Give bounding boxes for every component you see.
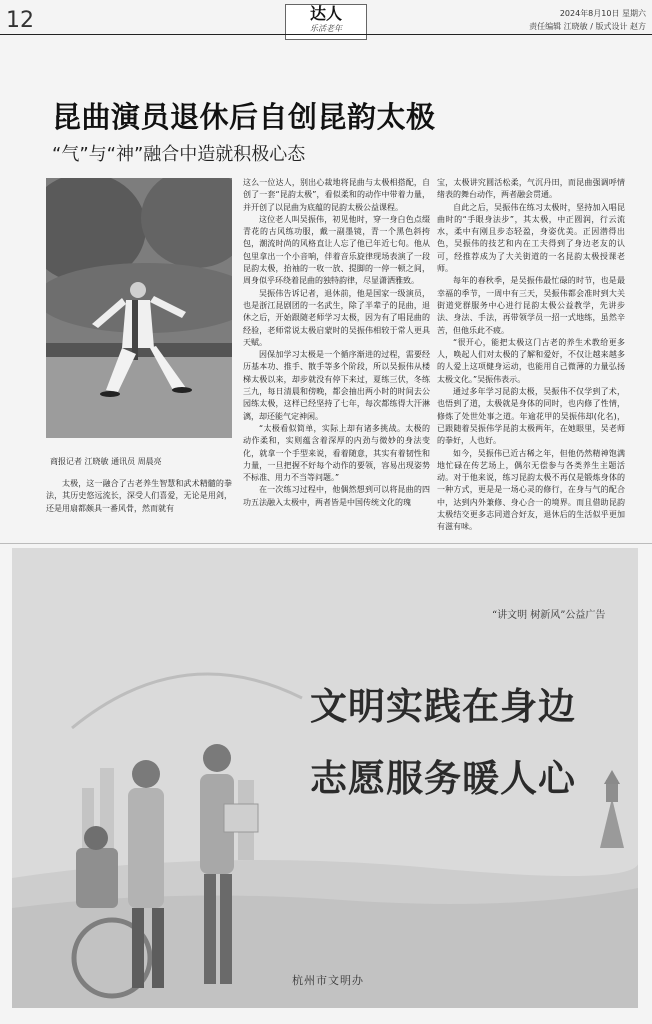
article-subheadline: “气”与“神”融合中造就积极心态	[52, 144, 306, 165]
article-photo	[46, 178, 232, 438]
article-paragraph: 通过多年学习昆韵太极，吴振伟不仅学到了术，也悟到了道，太极就是身体的同时，也内修了性情，修炼了处世处事之道。年逾花甲的吴振伟却(化名)，已跟随着吴振伟学昆韵太极两年，在她眼里，吴老师的拳好，人也好。	[437, 387, 625, 446]
article-column-2	[243, 177, 430, 531]
article-paragraph: 这么一位达人，别出心裁地将昆曲与太极相搭配，自创了一套“昆韵太极”，看似柔和的动作中带着力量，并开创了以昆曲为底蕴的昆韵太极公益课程。	[243, 178, 430, 212]
section-subtitle: 乐活老年	[310, 24, 342, 33]
article-paragraph: 太极，这一融合了古老养生智慧和武术精髓的拳法，其历史悠远流长，深受人们喜爱，无论是用剑，还是用扇都颇具一番风骨，然而就有	[46, 479, 232, 513]
photo-caption: 商报记者 江晓敏 通讯员 周晨亮	[50, 457, 162, 466]
article-paragraph: 自此之后，吴振伟在练习太极时，坚持加入唱昆曲时的“手眼身法步”，其太极，中正圆润，行云流水，柔中有刚且步态轻盈，身姿优美。正因潜得出色，吴振伟的技艺和内在工夫得到了身边老友的认可，经推荐成为了大关街道的一名昆韵太极授课老师。	[437, 202, 625, 274]
article-column-1	[46, 478, 232, 534]
ad-campaign-tag: “讲文明 树新风”公益广告	[492, 610, 606, 621]
editor-credits: 责任编辑 江晓敏 / 版式设计 赵方	[529, 22, 646, 31]
article-column-3	[437, 177, 625, 531]
header-rule	[0, 34, 652, 35]
article-paragraph: 宝，太极讲究圆活松柔，气沉丹田，而昆曲强调呼情绪表的舞台动作，两者融会贯通。	[437, 178, 625, 200]
section-title: 达人	[309, 4, 342, 23]
article-paragraph: 因保加学习太极是一个循序渐进的过程，需要经历基本功、推手、散手等多个阶段，所以吴振伟从楼梯太极以来，却步就没有停下来过，夏练三伏，冬练三九，每日清晨和傍晚，都会抽出两小时的时间去公园练太极，这样已经坚持了七年，每次都练得大汗淋漓，却还能气定神闲。	[243, 350, 430, 421]
article-paragraph: “很开心，能把太极这门古老的养生术教给更多人，唤起人们对太极的了解和爱好，不仅让越来越多的人爱上这项健身运动，也能用自己微薄的力量弘扬太极文化。”吴振伟表示。	[437, 337, 625, 384]
tai-chi-photo-illustration	[46, 178, 232, 438]
article-paragraph: 这位老人叫吴振伟，初见他时，穿一身白色点缀青花的古风练功服，戴一副墨镜，青一个黑色斜挎包，潮流时尚的风格直让人忘了他已年近七旬。他从包里拿出一个小音响，伴着音乐旋律现场表演了一段昆韵太极，抬袖的一收一放、提脚的一停一顿之间，周身似乎环绕着昆曲的独特韵律，尽显潇洒雅致。	[243, 214, 430, 286]
article-paragraph: 每年的春秋季，是吴振伟最忙碌的时节，也是最幸福的季节，一周中有三天，吴振伟都会准时到大关街道党群服务中心进行昆韵太极公益教学，先讲步法、身法、手法，再带领学员一招一式地练，虽然辛苦，但他乐此不疲。	[437, 276, 625, 335]
article-paragraph: 在一次练习过程中，他偶然想到可以将昆曲的四功五法融入太极中，两者皆是中国传统文化的瑰	[243, 485, 430, 507]
ad-sponsor: 杭州市文明办	[292, 974, 364, 987]
section-divider	[0, 543, 652, 544]
article-paragraph: 如今，吴振伟已近古稀之年，但他仍然精神饱满地忙碌在传艺场上，偶尔无偿参与各类养生主题活动。对于他来说，练习昆韵太极不再仅是锻炼身体的一种方式，更是是一场心灵的修行，在身与气的配合中，达到内外兼修、身心合一的境界。而且借助昆韵太极结交更多志同道合好友，退休后的生活似乎更加有滋有味。	[437, 448, 625, 531]
article-headline: 昆曲演员退休后自创昆韵太极	[52, 100, 436, 134]
page-number: 12	[6, 8, 34, 33]
article-paragraph: 吴振伟告诉记者，退休前，他是国家一级演员，也是浙江昆剧团的一名武生，除了半辈子的昆曲，退休之后，开始跟随老师学习太极，因为有了唱昆曲的经验，老师常说太极启蒙时的吴振伟相较于常人更具天赋。	[243, 288, 430, 347]
issue-date: 2024年8月10日 星期六	[559, 9, 646, 18]
ad-slogan-line-1: 文明实践在身边	[310, 685, 576, 728]
public-service-ad	[12, 548, 638, 1008]
ad-slogan-line-2: 志愿服务暖人心	[310, 757, 576, 800]
article-paragraph: “太极看似简单，实际上却有诸多挑战。太极的动作柔和，实则蕴含着深厚的内劲与微妙的身法变化，就拿一个手型来说，看着随意，其实有着韧性和力量，一旦把握不好每个动作的要领，容易出现姿势不标准、用力不当等问题。”	[243, 423, 430, 483]
